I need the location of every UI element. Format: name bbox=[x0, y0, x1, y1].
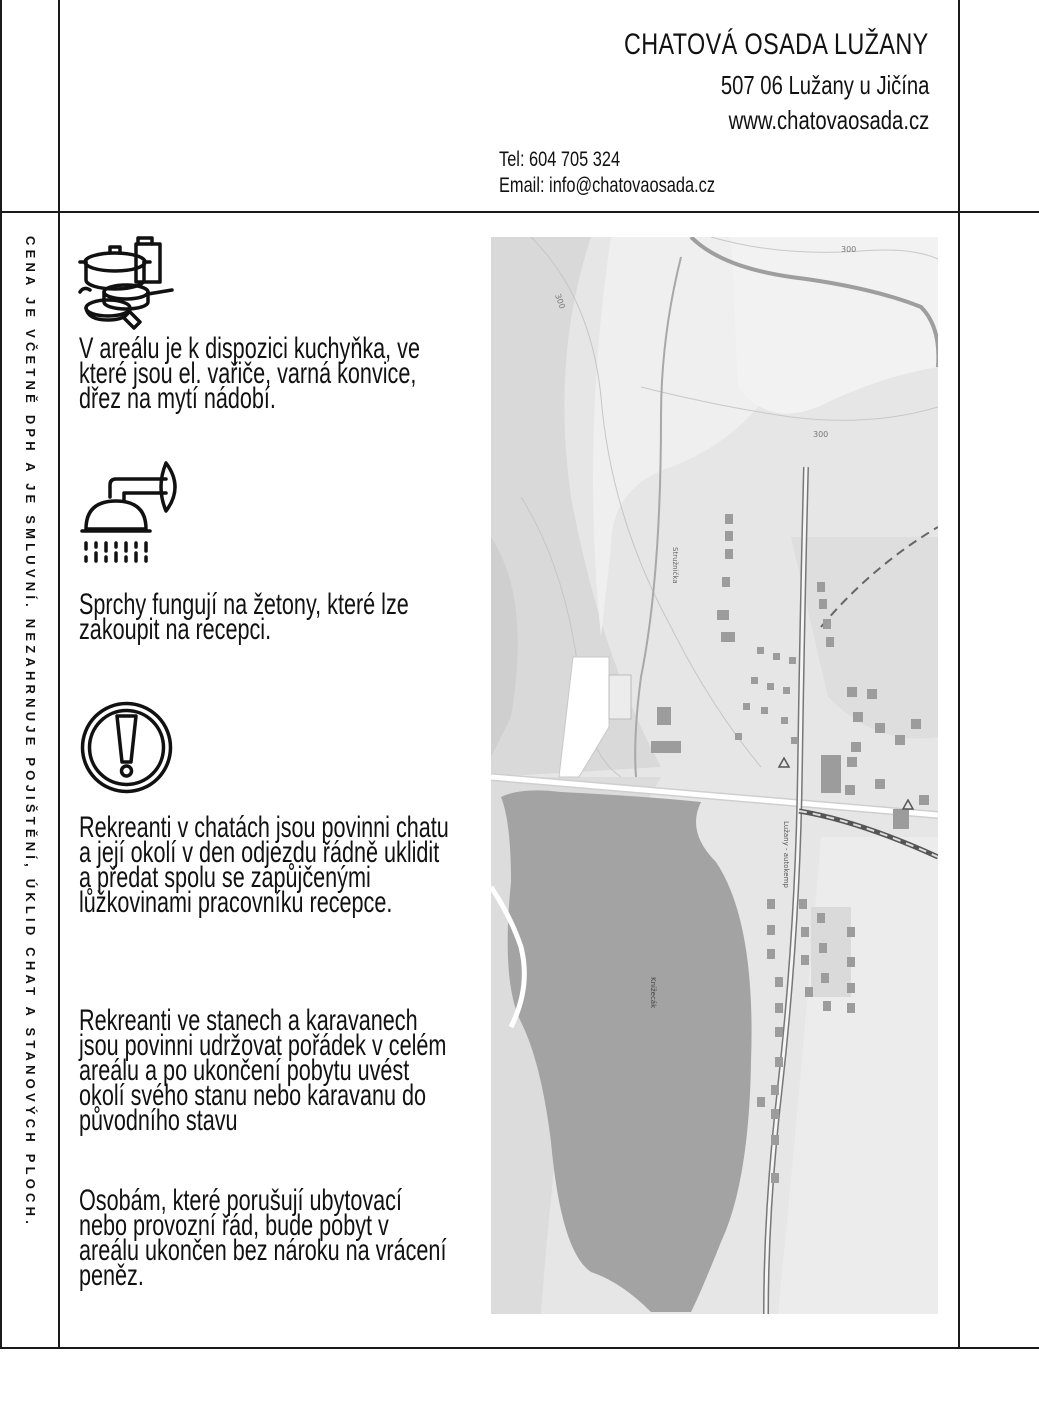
camp-title: CHATOVÁ OSADA LUŽANY bbox=[624, 28, 929, 61]
price-note-vertical: CENA JE VČETNĚ DPH A JE SMLUVNÍ. NEZAHRNUJE POJIŠTĚNÍ, ÚKLID CHAT A STANOVÝCH PLOCH. bbox=[23, 236, 38, 1229]
kitchen-text: V areálu je k dispozici kuchyňka, ve které jsou el. vařiče, varná konvice, dřez na mytí nádobí. bbox=[79, 332, 420, 415]
area-map[interactable] bbox=[491, 237, 938, 1314]
frame-line-header-bottom bbox=[0, 211, 1039, 213]
rule-cottages-text: Rekreanti v chatách jsou povinni chatu a její okolí v den odjezdu řádně uklidit a předat spolu se zapůjčenými lůžkovinami pracovníku recepce. bbox=[79, 811, 449, 919]
map-label-road: Lužany - autokemp bbox=[782, 821, 790, 888]
rule-tents-text: Rekreanti ve stanech a karavanech jsou povinni udržovat pořádek v celém areálu a po ukončení pobytu uvést okolí svého stanu nebo karavanu do původního stavu bbox=[79, 1004, 447, 1137]
map-label-stream: Stružnička bbox=[671, 547, 679, 584]
map-label-pond: Knížecák bbox=[649, 977, 657, 1009]
frame-line-bottom bbox=[0, 1347, 1039, 1349]
rule-violation-text: Osobám, které porušují ubytovací nebo provozní řád, bude pobyt v areálu ukončen bez nároku na vrácení peněz. bbox=[79, 1184, 447, 1292]
frame-line-left-inner bbox=[58, 0, 60, 1348]
camp-email[interactable]: Email: info@chatovaosada.cz bbox=[499, 174, 716, 197]
frame-line-left-outer bbox=[0, 0, 2, 1348]
frame-line-right bbox=[958, 0, 960, 1348]
map-label-contour-c: 300 bbox=[553, 292, 567, 311]
camp-phone[interactable]: Tel: 604 705 324 bbox=[499, 148, 621, 171]
camp-website[interactable]: www.chatovaosada.cz bbox=[728, 105, 929, 135]
shower-icon bbox=[80, 459, 188, 581]
exclamation-icon bbox=[79, 700, 174, 795]
map-label-contour-b: 300 bbox=[813, 430, 829, 439]
map-label-contour-a: 300 bbox=[841, 245, 857, 254]
camp-address: 507 06 Lužany u Jičína bbox=[720, 70, 929, 100]
shower-text: Sprchy fungují na žetony, které lze zakoupit na recepci. bbox=[79, 588, 409, 646]
cookware-icon bbox=[78, 232, 186, 334]
